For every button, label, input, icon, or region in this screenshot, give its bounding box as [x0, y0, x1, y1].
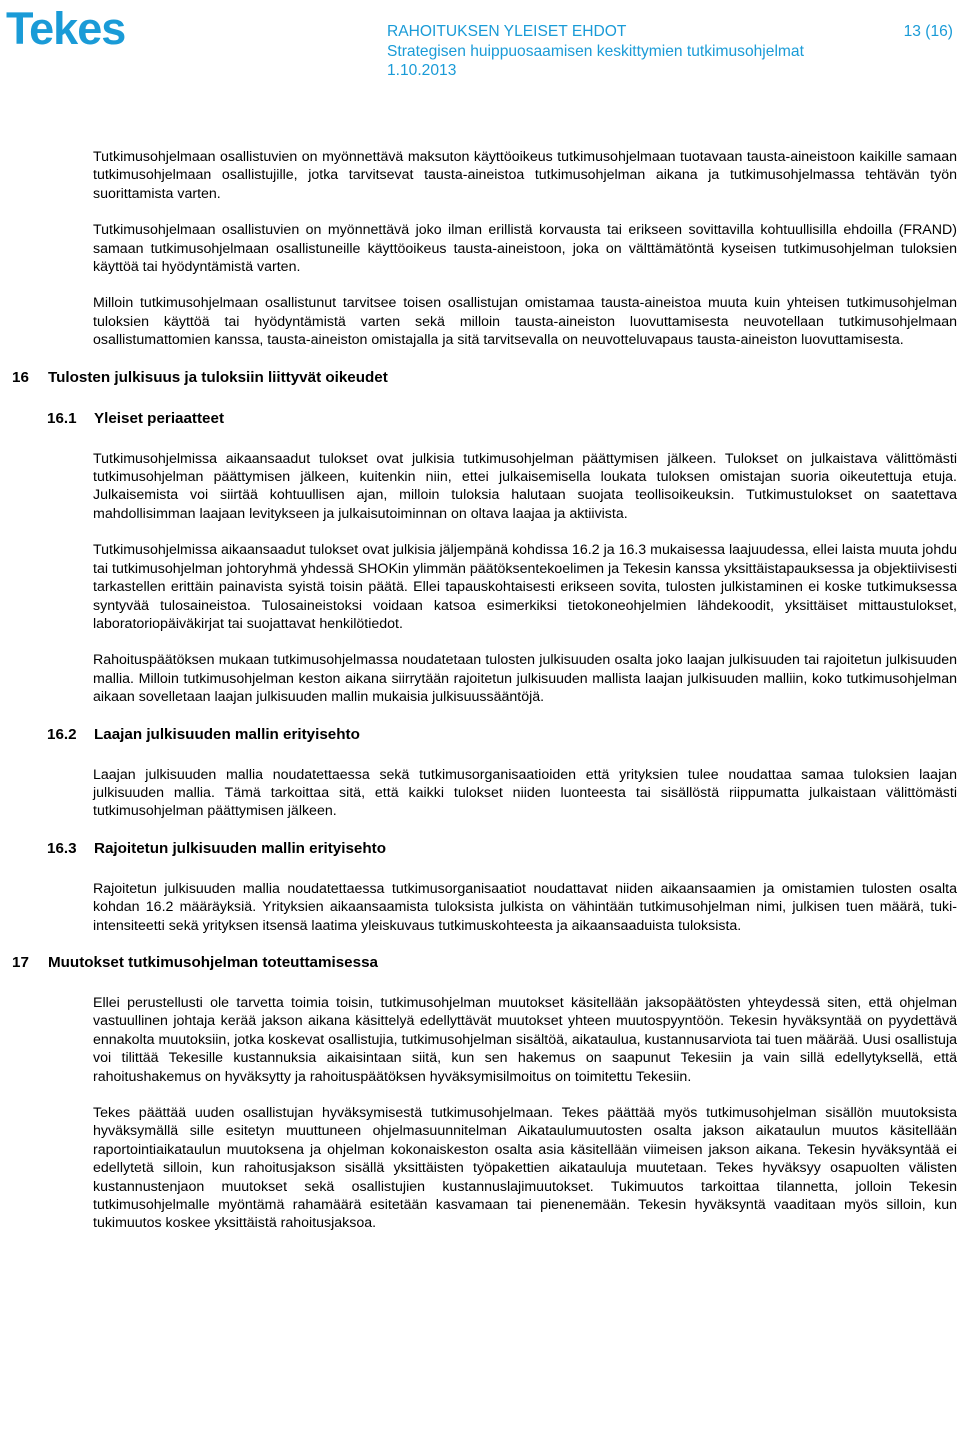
subsection-title: Rajoitetun julkisuuden mallin erityisehto [94, 839, 386, 857]
paragraph: Ellei perustellusti ole tarvetta toimia toisin, tutkimusohjelman muutokset käsitellään jaksopäätösten yhteydessä siten, että ohjelman vastuullinen johtaja kerää jakson aikana käsittelyä edellyttävät muutokset yhteen muutospyyntöön. Tekesin hyväksyntää on pyydettävä ennakolta muutoksiin, jotka koskevat osallistujia, tutkimusohjelman sisältöä, aikataulua, kustannusarviota tai tuen määrää. Uusi osallistuja voi tilittää Tekesille kustannuksia aikaisintaan siitä, kun sen hakemus on saapunut Tekesiin ja vain sillä edellytyksellä, että rahoitushakemus on hyväksytty ja rahoituspäätöksen hyväksymisilmoitus on toimitettu Tekesiin. [93, 994, 957, 1085]
section-heading-17 [12, 953, 960, 972]
paragraph: Tutkimusohjelmissa aikaansaadut tulokset ovat julkisia tutkimusohjelman päättymisen jälkeen. Tulokset on julkaistava välittömästi tutkimusohjelman päättymisen jälkeen, kuitenkin niin, ettei julkaisemisella loukata tuloksen omistajan suoria oikeutettuja etuja. Julkaisemista voi siirtää kohtuullisen ajan, milloin tuloksia halutaan suojata teollisoikeuksin. Tutkimustulokset on saatettava mahdollisimman laajaan levitykseen ja julkaisutoiminnan on oltava laajaa ja aktiivista. [93, 450, 957, 522]
section-number: 17 [12, 953, 29, 971]
paragraph: Rahoituspäätöksen mukaan tutkimusohjelmassa noudatetaan tulosten julkisuuden osalta joko laajan julkisuuden tai rajoitetun julkisuuden mallia. Milloin tutkimusohjelman keston aikana siirrytään rajoitetun julkisuuden mallista laajan julkisuuden malliin, koko tutkimusohjelman aikaan sovelletaan laajan julkisuuden mallin mukaisia julkisuussääntöjä. [93, 652, 957, 706]
section-title: Tulosten julkisuus ja tuloksiin liittyvät oikeudet [48, 368, 388, 386]
subsection-heading-16-1 [47, 409, 960, 428]
paragraph: Tekes päättää uuden osallistujan hyväksymisestä tutkimusohjelmaan. Tekes päättää myös tutkimusohjelman sisällön muutoksista hyväksymällä sille esitetyn muuttuneen ohjelmasuunnitelman Aikataulumuutosten osalta jakson aikataulun muutos käsitellään raportointiaikataulun muutoksena ja ohjelman kokonaiskeston osalta asia käsitellään viimeisen jakson aikana. Tekesin hyväksyntää ei edellytetä silloin, kun rahoitusjakson sisällä yksittäisten työpakettien aikatauluja muutetaan. Tekes hyväksyy osapuolten välisten kustannustenjaon muutokset sekä osallistujien kustannuslajimuutokset. Tukimuutos tarkoittaa tilannetta, jolloin Tekesin tutkimusohjelmalle myöntämä rahamäärä esitetään kasvamaan tai pienenemään. Tekesin hyväksyntä vaaditaan myös silloin, kun tukimuutos koskee yksittäistä rahoitusjaksoa. [93, 1105, 957, 1232]
section-heading-16 [12, 368, 960, 387]
subsection-title: Yleiset periaatteet [94, 409, 224, 427]
subsection-number: 16.3 [47, 839, 77, 857]
subsection-title: Laajan julkisuuden mallin erityisehto [94, 725, 360, 743]
paragraph: Tutkimusohjelmissa aikaansaadut tulokset ovat julkisia jäljempänä kohdissa 16.2 ja 16.3 mukaisessa laajuudessa, ellei laista muuta johdu tai tutkimusohjelman johtoryhmä yhdessä SHOKin ylimmän päätöksentekoelimen ja Tekesin kanssa yksittäistapauksessa ja objektiivisesti tarkastellen erittäin painavista syistä toisin päätä. Ellei tapauskohtaisesti erikseen sovita, tulosten julkistaminen ei koske tutkimuksessa syntyvää tulosaineistoa. Tulosaineistoksi voidaan katsoa esimerkiksi tietokoneohjelmien lähdekoodit, yksittäiset mittaustulokset, laboratoriopäiväkirjat tai suojattavat henkilötiedot. [93, 542, 957, 632]
paragraph: Milloin tutkimusohjelmaan osallistunut tarvitsee toisen osallistujan omistamaa tausta-aineistoa muuta kuin yhteisen tutkimusohjelman tuloksien käyttöä tai hyödyntämistä varten sekä milloin tausta-aineiston luovuttamisesta neuvotellaan tutkimusohjelmaan osallistumattomien kanssa, tausta-aineiston omistajalla ja sitä tarvitsevalla on neuvotteluvapaus tausta-aineiston luovuttamisesta. [93, 295, 957, 349]
paragraph: Rajoitetun julkisuuden mallia noudatettaessa tutkimusorganisaatiot noudattavat niiden aikaansaamien ja omistamien tulosten osalta kohdan 16.2 määräyksiä. Yrityksien aikaansaamista tuloksista julkista on vähintään tutkimusohjelman nimi, julkisen tuen määrä, tuki-intensiteetti sekä yrityksen itsensä laatima yleiskuvaus tutkimuskohteesta ja aikaansaaduista tuloksista. [93, 880, 957, 934]
document-body [0, 148, 960, 1251]
section-number: 16 [12, 368, 29, 386]
paragraph: Tutkimusohjelmaan osallistuvien on myönnettävä joko ilman erillistä korvausta tai erikseen sovittavilla kohtuullisilla ehdoilla (FRAND) samaan tutkimusohjelmaan osallistuneille käyttöoikeus tausta-aineistoon, joka on välttämätöntä kyseisen tutkimusohjelman tuloksien käyttöä tai hyödyntämistä varten. [93, 222, 957, 276]
document-title: RAHOITUKSEN YLEISET EHDOT [387, 23, 627, 40]
section-title: Muutokset tutkimusohjelman toteuttamisessa [48, 953, 378, 971]
subsection-number: 16.1 [47, 409, 77, 427]
paragraph: Tutkimusohjelmaan osallistuvien on myönnettävä maksuton käyttöoikeus tutkimusohjelmaan tuotavaan tausta-aineistoon kaikille samaan tutkimusohjelmaan osallistujille, jotka tarvitsevat tausta-aineistoa tutkimusohjelman aikana ja tutkimusohjelmassa tehtävän työn suorittamista varten. [93, 149, 957, 202]
document-subtitle: Strategisen huippuosaamisen keskittymien tutkimusohjelmat [387, 42, 804, 60]
paragraph: Laajan julkisuuden mallia noudatettaessa sekä tutkimusorganisaatioiden että yrityksien tulee noudattaa samaa tuloksien laajan julkisuuden mallia. Tämä tarkoittaa sitä, että kaikki tulokset niiden luonteesta tai sisällöstä riippumatta julkaistaan välittömästi tutkimusohjelman päättymisen jälkeen. [93, 766, 957, 820]
page-number: 13 (16) [903, 23, 953, 40]
document-date: 1.10.2013 [387, 62, 457, 79]
subsection-heading-16-3 [47, 839, 960, 858]
subsection-number: 16.2 [47, 725, 77, 743]
subsection-heading-16-2 [47, 725, 960, 744]
document-header [387, 22, 953, 81]
tekes-logo: Tekes [6, 3, 126, 54]
